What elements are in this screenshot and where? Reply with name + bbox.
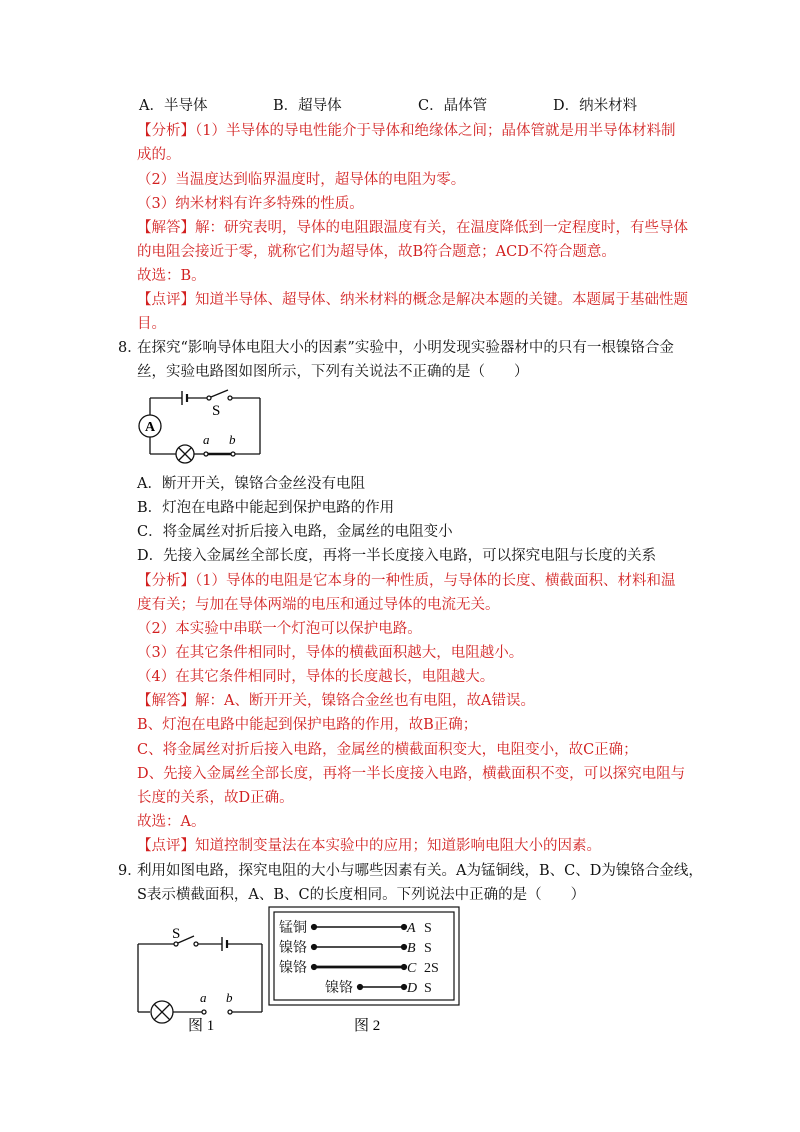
q7-option-c: C．晶体管 <box>418 98 488 114</box>
fig2-area-b: S <box>424 941 432 956</box>
q8-analysis-line: （3）在其它条件相同时，导体的横截面积越大，电阻越小。 <box>137 645 524 661</box>
q8-answer-line: C、将金属丝对折后接入电路，金属丝的横截面积变大，电阻变小，故C正确； <box>137 742 638 758</box>
q8-circuit-diagram <box>132 386 272 470</box>
q7-choice: 故选：B。 <box>137 268 206 284</box>
fig2-area-d: S <box>424 981 432 996</box>
q7-comment-line: 【点评】知道半导体、超导体、纳米材料的概念是解决本题的关键。本题属于基础性题 <box>137 292 688 308</box>
q8-analysis-line: （2）本实验中串联一个灯泡可以保护电路。 <box>137 621 422 637</box>
q7-option-b: B．超导体 <box>273 98 342 114</box>
fig2-material-d: 镍铬 <box>325 981 353 996</box>
q8-number: 8． <box>118 340 142 356</box>
q8-comment: 【点评】知道控制变量法在本实验中的应用；知道影响电阻大小的因素。 <box>137 838 601 854</box>
q9-stem-line: 利用如图电路，探究电阻的大小与哪些因素有关。A为锰铜线，B、C、D为镍铬合金线， <box>137 863 703 879</box>
q9-number: 9． <box>118 863 142 879</box>
fig1-point-a-label: a <box>200 990 207 1005</box>
switch-label: S <box>212 403 221 419</box>
q8-analysis-line: 度有关；与加在导体两端的电压和通过导体的电流无关。 <box>137 597 500 613</box>
q8-choice: 故选：A。 <box>137 814 206 830</box>
fig2-area-a: S <box>424 921 432 936</box>
q8-option-c: C．将金属丝对折后接入电路，金属丝的电阻变小 <box>137 524 453 540</box>
point-a-label: a <box>203 432 210 447</box>
fig2-letter-b: B <box>407 941 416 956</box>
q8-option-b: B．灯泡在电路中能起到保护电路的作用 <box>137 500 395 516</box>
q7-answer-line: 【解答】解：研究表明，导体的电阻跟温度有关，在温度降低到一定程度时，有些导体 <box>137 220 688 236</box>
q7-answer-line: 的电阻会接近于零，就称它们为超导体，故B符合题意；ACD不符合题意。 <box>137 244 616 260</box>
q7-comment-line: 目。 <box>137 316 166 332</box>
fig1-caption: 图 1 <box>188 1018 215 1034</box>
q8-answer-line: 【解答】解：A、断开开关，镍铬合金丝也有电阻，故A错误。 <box>137 693 535 709</box>
q8-analysis-line: （4）在其它条件相同时，导体的长度越长，电阻越大。 <box>137 669 495 685</box>
q7-option-a: A．半导体 <box>139 98 208 114</box>
fig1-switch-label: S <box>172 926 181 942</box>
q8-option-a: A．断开开关，镍铬合金丝没有电阻 <box>137 476 365 492</box>
q9-figure1-circuit <box>132 922 272 1034</box>
fig2-area-c: 2S <box>424 961 439 976</box>
q9-figure2-wires <box>268 906 468 1036</box>
fig2-material-c: 镍铬 <box>279 961 307 976</box>
point-b-label: b <box>229 432 236 447</box>
q8-answer-line: B、灯泡在电路中能起到保护电路的作用，故B正确； <box>137 717 478 733</box>
fig2-letter-d: D <box>407 981 418 996</box>
fig2-material-a: 锰铜 <box>279 921 307 936</box>
fig1-point-b-label: b <box>226 990 233 1005</box>
q8-stem-line: 丝，实验电路图如图所示，下列有关说法不正确的是（ ） <box>137 364 529 380</box>
q8-option-d: D．先接入金属丝全部长度，再将一半长度接入电路，可以探究电阻与长度的关系 <box>137 548 657 564</box>
q7-analysis-line: （2）当温度达到临界温度时，超导体的电阻为零。 <box>137 172 466 188</box>
q8-stem-line: 在探究“影响导体电阻大小的因素”实验中，小明发现实验器材中的只有一根镍铬合金 <box>137 340 674 356</box>
q7-analysis-line: （3）纳米材料有许多特殊的性质。 <box>137 196 364 212</box>
q7-option-d: D．纳米材料 <box>553 98 638 114</box>
fig2-caption: 图 2 <box>354 1018 381 1034</box>
fig2-letter-a: A <box>407 921 416 936</box>
q8-answer-line: D、先接入金属丝全部长度，再将一半长度接入电路，横截面积不变，可以探究电阻与 <box>137 766 686 782</box>
q8-analysis-line: 【分析】（1）导体的电阻是它本身的一种性质，与导体的长度、横截面积、材料和温 <box>137 573 676 589</box>
fig2-letter-c: C <box>407 961 417 976</box>
q7-analysis-line: 【分析】（1）半导体的导电性能介于导体和绝缘体之间；晶体管就是用半导体材料制 <box>137 123 676 139</box>
ammeter-label: A <box>145 420 156 435</box>
fig2-material-b: 镍铬 <box>279 941 307 956</box>
q9-stem-line: S表示横截面积，A、B、C的长度相同。下列说法中正确的是（ ） <box>137 887 586 903</box>
q7-analysis-line: 成的。 <box>137 147 181 163</box>
q8-answer-line: 长度的关系，故D正确。 <box>137 790 294 806</box>
